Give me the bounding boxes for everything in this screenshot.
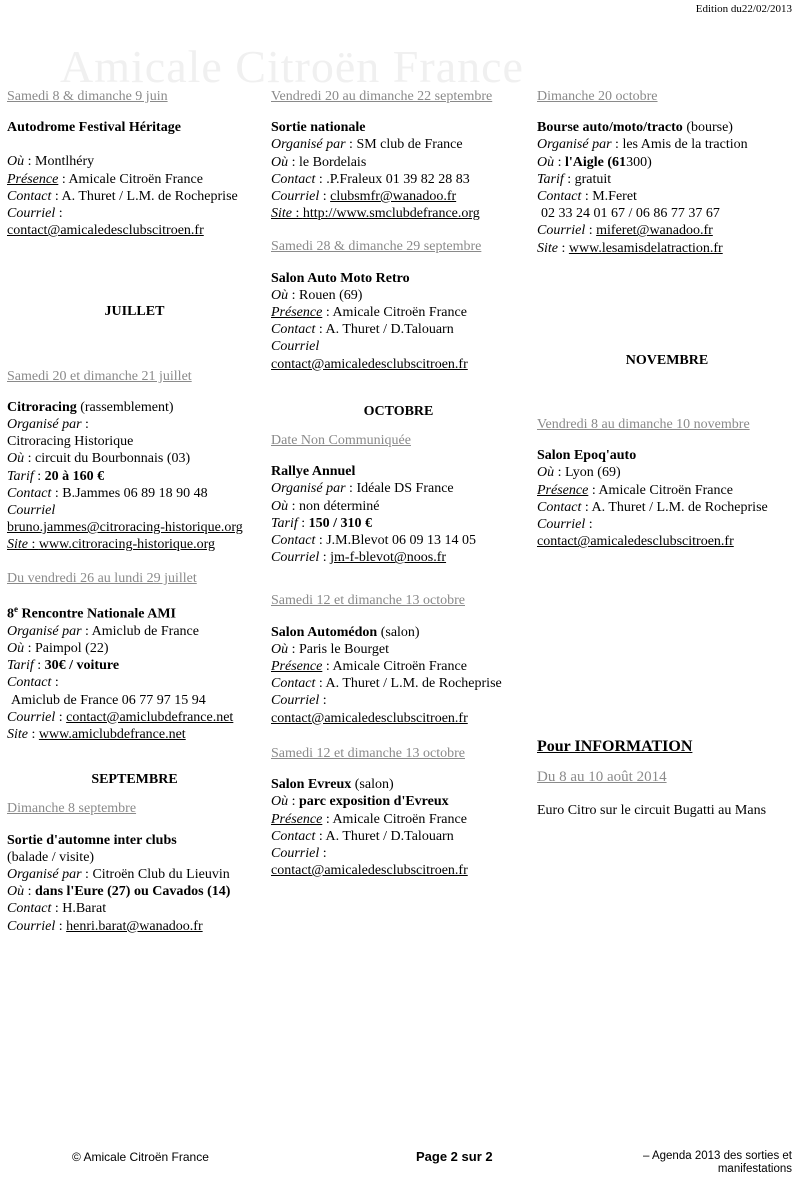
label-site: Site — [7, 726, 28, 742]
label-courriel: Courriel — [271, 189, 320, 205]
event-date: Vendredi 8 au dimanche 10 novembre — [537, 417, 750, 433]
email-link[interactable]: jm-f-blevot@noos.fr — [330, 550, 447, 566]
event-location-rest: 300) — [626, 154, 652, 170]
event-presence: Amicale Citroën France — [68, 171, 203, 187]
event-organizer: Idéale DS France — [356, 481, 454, 497]
label-ou: Où — [7, 154, 25, 170]
event-card: Dimanche 8 septembre Sortie d'automne inter clubs (balade / visite) Organisé par : Citroën Club du Lieuvin Où : dans l'Eure (27) ou Cavados (14) Contact : H.Barat Courriel : henri.barat@wanadoo.fr — [7, 800, 262, 934]
event-date: Du vendredi 26 au lundi 29 juillet — [7, 570, 197, 586]
label-site: Site — [271, 206, 292, 222]
event-title-rest: inter clubs — [113, 832, 177, 848]
email-link[interactable]: contact@amiclubdefrance.net — [66, 709, 234, 725]
event-card: Samedi 28 & dimanche 29 septembre Salon Auto Moto Retro Où : Rouen (69) Présence : Amicale Citroën France Contact : A. Thuret / D.Talouarn Courriel contact@amicaledesclubscitroen.fr — [271, 238, 526, 372]
column-1 — [7, 88, 262, 935]
label-ou: Où — [537, 465, 555, 481]
event-contact: A. Thuret / L.M. de Rocheprise — [591, 499, 768, 515]
label-tarif: Tarif — [7, 658, 34, 674]
label-ou: Où — [271, 287, 289, 303]
label-site: Site — [537, 240, 558, 256]
event-edition: 8 — [7, 606, 14, 622]
column-3 — [537, 88, 797, 819]
label-presence: Présence — [7, 171, 59, 187]
event-location: le Bordelais — [299, 154, 367, 170]
event-card: Dimanche 20 octobre Bourse auto/moto/tracto (bourse) Organisé par : les Amis de la traction Où : l'Aigle (61300) Tarif : gratuit Contact : M.Feret 02 33 24 01 67 / 06 86 77 37 67 Courriel : miferet@wanadoo.fr Site : www.lesamisdelatraction.fr — [537, 88, 797, 257]
event-presence: Amicale Citroën France — [332, 659, 467, 675]
event-contact: A. Thuret / L.M. de Rocheprise — [325, 676, 502, 692]
event-date: Date Non Communiquée — [271, 433, 411, 449]
event-date: Samedi 12 et dimanche 13 octobre — [271, 745, 465, 761]
label-courriel: Courriel — [271, 339, 320, 355]
event-edition-sup: e — [14, 603, 18, 614]
website-link[interactable]: http://www.smclubdefrance.org — [302, 206, 480, 222]
label-courriel: Courriel — [271, 550, 320, 566]
label-courriel: Courriel — [271, 693, 320, 709]
label-contact: Contact — [7, 675, 52, 691]
event-location: circuit du Bourbonnais (03) — [35, 451, 191, 467]
event-card: Samedi 12 et dimanche 13 octobre Salon Evreux (salon) Où : parc exposition d'Evreux Présence : Amicale Citroën France Contact : A. Thuret / D.Talouarn Courriel : contact@amicaledesclubscitroen.fr — [271, 745, 526, 879]
event-contact: H.Barat — [62, 901, 107, 917]
event-type: (rassemblement) — [80, 399, 174, 415]
event-presence: Amicale Citroën France — [332, 811, 467, 827]
label-organise: Organisé par — [7, 623, 82, 639]
label-courriel: Courriel — [537, 223, 586, 239]
event-contact: A. Thuret / L.M. de Rocheprise — [61, 188, 238, 204]
label-courriel: Courriel — [7, 503, 56, 519]
label-organise: Organisé par — [271, 137, 346, 153]
label-organise: Organisé par — [537, 137, 612, 153]
label-ou: Où — [271, 794, 289, 810]
label-contact: Contact — [537, 499, 582, 515]
event-price: 20 à 160 € — [44, 468, 105, 484]
label-ou: Où — [537, 154, 555, 170]
email-link[interactable]: contact@amicaledesclubscitroen.fr — [271, 356, 468, 372]
event-location: non déterminé — [299, 498, 380, 514]
footer-agenda-line2: manifestations — [717, 1163, 792, 1175]
event-contact: .P.Fraleux 01 39 82 28 83 — [326, 171, 470, 187]
label-contact: Contact — [271, 828, 316, 844]
event-presence: Amicale Citroën France — [332, 305, 467, 321]
label-contact: Contact — [271, 171, 316, 187]
event-contact: Amiclub de France 06 77 97 15 94 — [11, 692, 206, 708]
event-location: parc exposition d'Evreux — [299, 794, 449, 810]
event-date: Samedi 28 & dimanche 29 septembre — [271, 239, 482, 255]
event-title: Salon Automédon — [271, 624, 378, 640]
event-location: Rouen (69) — [299, 287, 363, 303]
label-contact: Contact — [271, 533, 316, 549]
event-organizer: Amiclub de France — [91, 623, 199, 639]
event-title: Citroracing — [7, 399, 77, 415]
month-heading: NOVEMBRE — [625, 352, 709, 368]
event-type: (bourse) — [686, 120, 733, 136]
email-link[interactable]: contact@amicaledesclubscitroen.fr — [271, 710, 468, 726]
event-location: dans l'Eure (27) ou Cavados (14) — [35, 884, 231, 900]
event-date: Vendredi 20 au dimanche 22 septembre — [271, 89, 493, 104]
event-organizer: Citroën Club du Lieuvin — [92, 866, 230, 882]
column-2 — [271, 88, 526, 879]
email-link[interactable]: contact@amicaledesclubscitroen.fr — [537, 534, 734, 550]
label-contact: Contact — [7, 188, 52, 204]
label-contact: Contact — [271, 676, 316, 692]
event-contact: A. Thuret / D.Talouarn — [325, 828, 454, 844]
event-card: Samedi 8 & dimanche 9 juin Autodrome Festival Héritage Où : Montlhéry Présence : Amicale Citroën France Contact : A. Thuret / L.M. de Rocheprise Courriel : contact@amicaledesclubscitroen.fr — [7, 88, 262, 239]
event-title: Rencontre Nationale AMI — [21, 606, 176, 622]
label-presence: Présence — [537, 482, 589, 498]
label-organise: Organisé par — [7, 866, 82, 882]
label-site: Site — [7, 537, 28, 553]
label-contact: Contact — [271, 322, 316, 338]
footer-agenda — [643, 1150, 792, 1176]
event-price: 150 / 310 € — [308, 515, 373, 531]
label-organise: Organisé par — [271, 481, 346, 497]
event-title: Rallye Annuel — [271, 464, 356, 480]
month-heading: SEPTEMBRE — [91, 772, 178, 788]
event-phone: 02 33 24 01 67 / 06 86 77 37 67 — [541, 206, 720, 222]
label-ou: Où — [7, 884, 25, 900]
email-link[interactable]: bruno.jammes@citroracing-historique.org — [7, 520, 243, 536]
event-contact: M.Feret — [592, 189, 637, 205]
event-title: Salon Evreux — [271, 777, 352, 793]
email-link[interactable]: clubsmfr@wanadoo.fr — [330, 189, 457, 205]
event-title: Sortie d'automne — [7, 832, 111, 848]
label-tarif: Tarif — [271, 515, 298, 531]
event-title: Salon Auto Moto Retro — [271, 270, 410, 286]
label-organise: Organisé par — [7, 417, 82, 433]
event-title: Salon Epoq'auto — [537, 448, 637, 464]
label-courriel: Courriel — [537, 517, 586, 533]
event-type: (salon) — [354, 777, 394, 793]
website-link[interactable]: www.lesamisdelatraction.fr — [568, 240, 723, 256]
email-link[interactable]: contact@amicaledesclubscitroen.fr — [7, 223, 204, 239]
info-date: Du 8 au 10 août 2014 — [537, 768, 667, 785]
event-date: Samedi 12 et dimanche 13 octobre — [271, 593, 465, 609]
website-link[interactable]: www.citroracing-historique.org — [38, 537, 216, 553]
label-contact: Contact — [7, 901, 52, 917]
event-date: Dimanche 8 septembre — [7, 801, 137, 817]
label-ou: Où — [271, 154, 289, 170]
event-price: gratuit — [574, 171, 612, 187]
email-link[interactable]: contact@amicaledesclubscitroen.fr — [271, 863, 468, 879]
event-contact: J.M.Blevot 06 09 13 14 05 — [326, 533, 476, 549]
event-date: Samedi 8 & dimanche 9 juin — [7, 89, 168, 104]
event-price: 30€ / voiture — [44, 658, 120, 674]
event-date: Dimanche 20 octobre — [537, 89, 658, 104]
event-presence: Amicale Citroën France — [598, 482, 733, 498]
label-ou: Où — [271, 498, 289, 514]
event-date: Samedi 20 et dimanche 21 juillet — [7, 368, 192, 384]
label-ou: Où — [7, 640, 25, 656]
label-ou: Où — [271, 641, 289, 657]
event-organizer: SM club de France — [356, 137, 463, 153]
label-courriel: Courriel — [7, 918, 56, 934]
event-card: Samedi 20 et dimanche 21 juillet Citroracing (rassemblement) Organisé par : Citroracing Historique Où : circuit du Bourbonnais (03) Tarif : 20 à 160 € Contact : B.Jammes 06 89 18 90 48 Courriel bruno.jammes@citroracing-historique.org Site : www.citroracing-historique.org — [7, 368, 262, 554]
event-location: Lyon (69) — [565, 465, 621, 481]
website-link[interactable]: www.amiclubdefrance.net — [38, 726, 186, 742]
label-tarif: Tarif — [7, 468, 34, 484]
label-ou: Où — [7, 451, 25, 467]
event-location: Montlhéry — [35, 154, 95, 170]
info-heading: Pour INFORMATION — [537, 738, 693, 756]
event-organizer: Citroracing Historique — [7, 434, 134, 450]
watermark-title: Amicale Citroën France — [60, 41, 524, 92]
info-text: Euro Citro sur le circuit Bugatti au Mans — [537, 802, 767, 818]
label-tarif: Tarif — [537, 171, 564, 187]
event-type: (salon) — [380, 624, 420, 640]
label-contact: Contact — [7, 485, 52, 501]
event-card: Du vendredi 26 au lundi 29 juillet 8e Rencontre Nationale AMI Organisé par : Amiclub de France Où : Paimpol (22) Tarif : 30€ / voiture Contact : Amiclub de France 06 77 97 15 94 Courriel : contact@amiclubdefrance.net Site : www.amiclubdefrance.net — [7, 570, 262, 743]
event-location: l'Aigle (61 — [565, 154, 627, 170]
label-presence: Présence — [271, 305, 323, 321]
event-location: Paimpol (22) — [35, 640, 109, 656]
footer-copyright: © Amicale Citroën France — [72, 1150, 209, 1164]
event-card: Date Non Communiquée Rallye Annuel Organisé par : Idéale DS France Où : non déterminé Tarif : 150 / 310 € Contact : J.M.Blevot 06 09 13 14 05 Courriel : jm-f-blevot@noos.fr — [271, 432, 526, 566]
event-contact: B.Jammes 06 89 18 90 48 — [62, 485, 208, 501]
event-card: Samedi 12 et dimanche 13 octobre Salon Automédon (salon) Où : Paris le Bourget Présence : Amicale Citroën France Contact : A. Thuret / L.M. de Rocheprise Courriel : contact@amicaledesclubscitroen.fr — [271, 592, 526, 726]
event-contact: A. Thuret / D.Talouarn — [325, 322, 454, 338]
label-presence: Présence — [271, 659, 323, 675]
label-courriel: Courriel — [7, 709, 56, 725]
event-title: Sortie nationale — [271, 120, 366, 136]
event-subtitle: (balade / visite) — [7, 849, 95, 865]
label-contact: Contact — [537, 189, 582, 205]
month-heading: OCTOBRE — [363, 403, 434, 419]
footer-page-number: Page 2 sur 2 — [416, 1149, 493, 1164]
event-card: Vendredi 8 au dimanche 10 novembre Salon Epoq'auto Où : Lyon (69) Présence : Amicale Citroën France Contact : A. Thuret / L.M. de Rocheprise Courriel : contact@amicaledesclubscitroen.fr — [537, 416, 797, 550]
event-card: Vendredi 20 au dimanche 22 septembre Sortie nationale Organisé par : SM club de France Où : le Bordelais Contact : .P.Fraleux 01 39 82 28 83 Courriel : clubsmfr@wanadoo.fr Site : http://www.smclubdefrance.org — [271, 88, 526, 222]
footer-agenda-line1: – Agenda 2013 des sorties et — [643, 1150, 792, 1162]
email-link[interactable]: miferet@wanadoo.fr — [596, 223, 713, 239]
email-link[interactable]: henri.barat@wanadoo.fr — [66, 918, 203, 934]
event-location: Paris le Bourget — [299, 641, 389, 657]
label-courriel: Courriel — [7, 206, 56, 222]
event-title: Bourse auto/moto/tracto — [537, 120, 683, 136]
event-title: Autodrome Festival Héritage — [7, 120, 181, 136]
month-heading: JUILLET — [104, 304, 165, 320]
event-organizer: les Amis de la traction — [622, 137, 748, 153]
edition-date: Edition du22/02/2013 — [695, 3, 792, 15]
label-courriel: Courriel — [271, 845, 320, 861]
label-presence: Présence — [271, 811, 323, 827]
